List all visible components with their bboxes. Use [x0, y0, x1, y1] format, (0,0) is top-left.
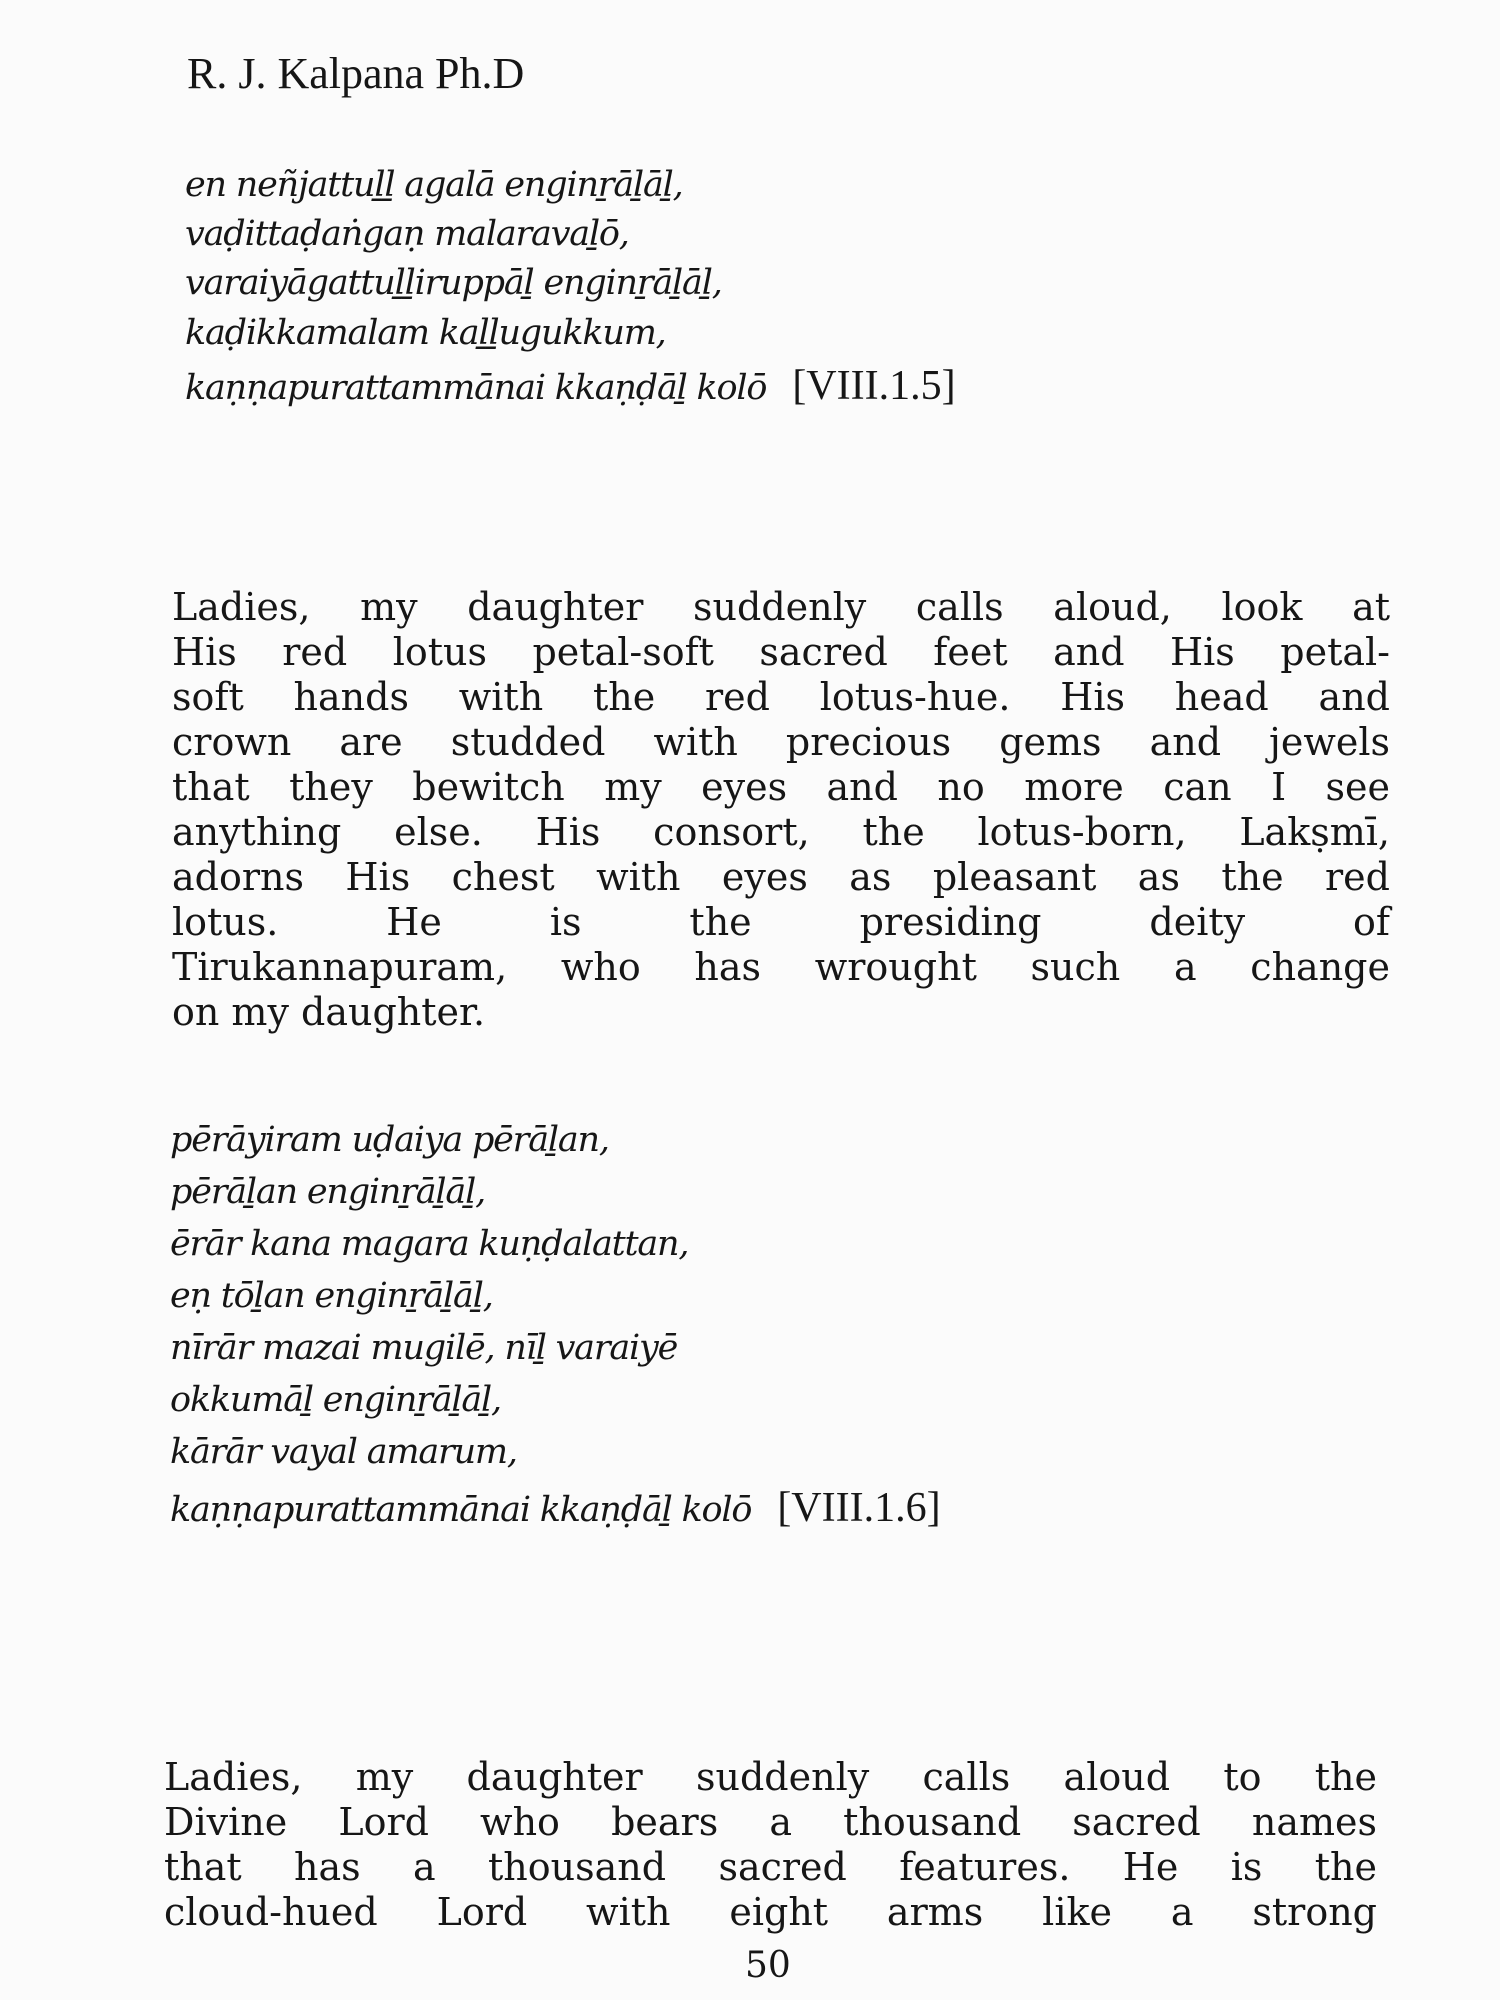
text-line: crown are studded with precious gems and jewels: [172, 720, 1390, 764]
translation-paragraph-2: [164, 1755, 1377, 1935]
verse-line: okkumāḻ enginṟāḻāḻ,: [170, 1380, 501, 1420]
verse-line: nīrār mazai mugilē, nīḻ varaiyē: [170, 1328, 678, 1368]
text-line: anything else. His consort, the lotus-born, Lakṣmī,: [172, 810, 1390, 854]
verse-line: [170, 1484, 941, 1532]
text-line: lotus. He is the presiding deity of: [172, 900, 1390, 944]
verse-line: kārār vayal amarum,: [170, 1432, 517, 1472]
verse-line: ērār kana magara kuṇḍalattan,: [170, 1224, 689, 1264]
text-line: soft hands with the red lotus-hue. His head and: [172, 675, 1390, 719]
verse-line: [185, 362, 956, 410]
text-line: that has a thousand sacred features. He is the: [164, 1845, 1377, 1889]
verse-line: varaiyāgattuḻḻiruppāḻ enginṟāḻāḻ,: [185, 263, 722, 303]
text-line: Ladies, my daughter suddenly calls aloud to the: [164, 1755, 1377, 1799]
text-line: adorns His chest with eyes as pleasant as the red: [172, 855, 1390, 899]
verse-text: kaṇṇapurattammānai kkaṇḍāḻ kolō: [170, 1490, 752, 1530]
verse-line: en neñjattuḻḻ agalā enginṟāḻāḻ,: [185, 165, 683, 205]
verse-text: kaṇṇapurattammānai kkaṇḍāḻ kolō: [185, 368, 767, 408]
page-number: 50: [745, 1945, 791, 1986]
text-line: on my daughter.: [172, 990, 486, 1034]
verse-line: kaḍikkamalam kaḻḻugukkum,: [185, 313, 666, 353]
translation-paragraph-1: [172, 585, 1390, 1035]
verse-reference: [VIII.1.5]: [792, 363, 956, 409]
text-line: His red lotus petal-soft sacred feet and His petal-: [172, 630, 1390, 674]
text-line: that they bewitch my eyes and no more can I see: [172, 765, 1390, 809]
verse-line: pērāḻan enginṟāḻāḻ,: [170, 1172, 486, 1212]
text-line: Divine Lord who bears a thousand sacred names: [164, 1800, 1377, 1844]
author-header: R. J. Kalpana Ph.D: [187, 49, 525, 98]
text-line: Tirukannapuram, who has wrought such a change: [172, 945, 1390, 989]
verse-reference: [VIII.1.6]: [777, 1485, 941, 1531]
verse-line: vaḍittaḍaṅgaṇ malaravaḻō,: [185, 214, 629, 254]
verse-line: pērāyiram uḍaiya pērāḻan,: [170, 1120, 609, 1160]
verse-line: eṇ tōḻan enginṟāḻāḻ,: [170, 1276, 493, 1316]
text-line: cloud-hued Lord with eight arms like a strong: [164, 1890, 1377, 1934]
text-line: Ladies, my daughter suddenly calls aloud, look at: [172, 585, 1390, 629]
